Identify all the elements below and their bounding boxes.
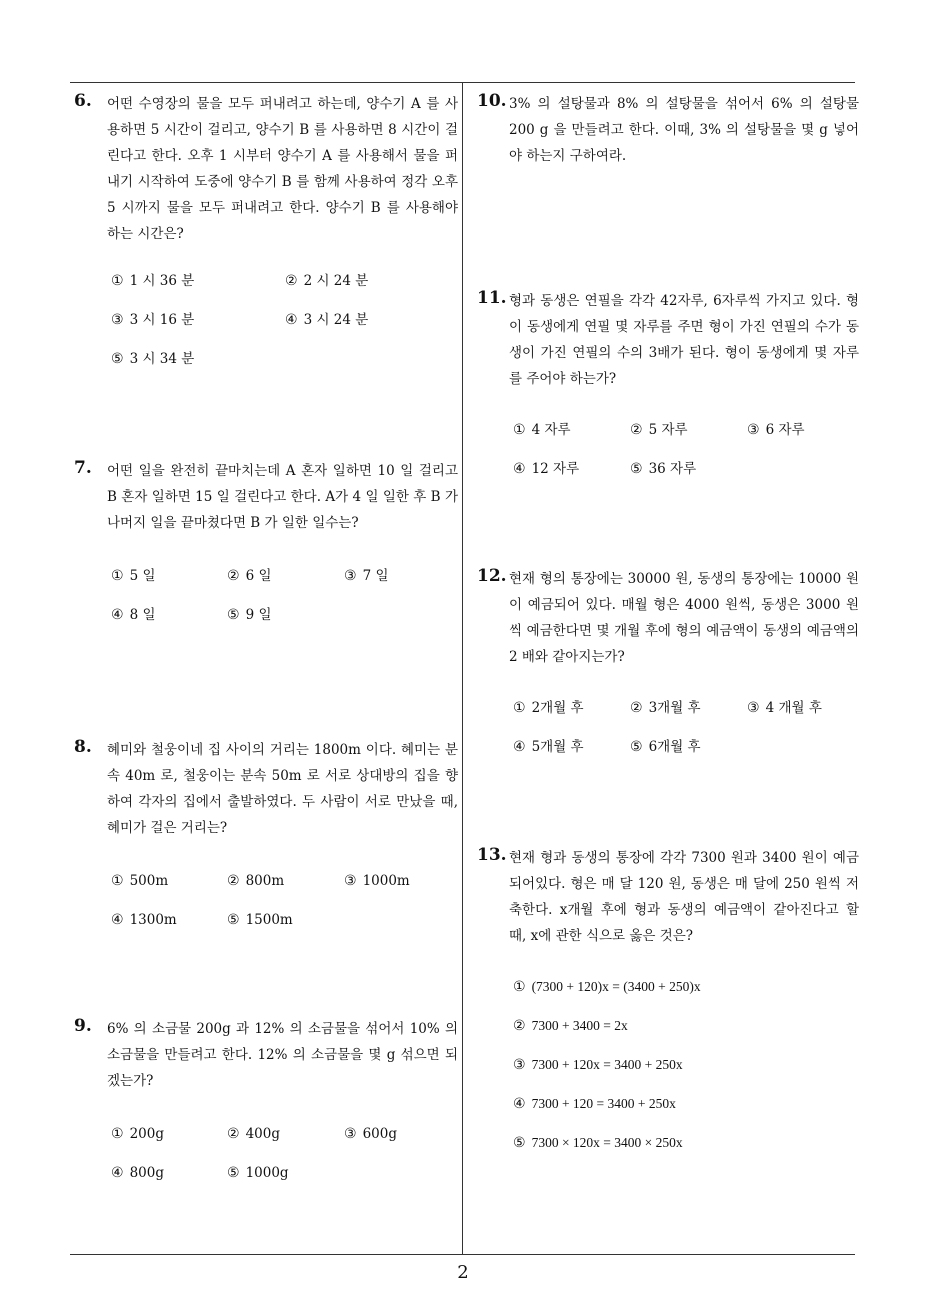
choice-mark: ③ xyxy=(747,422,760,438)
choice-mark: ② xyxy=(513,1018,526,1034)
choice-mark: ② xyxy=(285,273,298,289)
choice-5[interactable] xyxy=(227,910,293,930)
choice-4[interactable] xyxy=(111,1163,164,1183)
choice-text: 500m xyxy=(129,873,169,889)
choice-text: 600g xyxy=(362,1126,397,1142)
answer-choices xyxy=(107,871,458,941)
choice-text: 4 개월 후 xyxy=(765,700,822,716)
choice-5[interactable] xyxy=(630,737,701,757)
choice-text: (7300 + 120)x = (3400 + 250)x xyxy=(531,979,701,994)
question-text: 형과 동생은 연필을 각각 42자루, 6자루씩 가지고 있다. 형이 동생에게 연필 몇 자루를 주면 형이 가진 연필의 수가 동생이 가진 연필의 수의 3배가 된다. 형이 동생에게 몇 자루를 주어야 하는가? xyxy=(509,293,859,387)
choice-1[interactable] xyxy=(111,566,155,586)
choice-3[interactable] xyxy=(513,1055,683,1075)
choice-text: 3 시 24 분 xyxy=(303,312,369,328)
choice-mark: ⑤ xyxy=(630,739,643,755)
choice-text: 6개월 후 xyxy=(648,739,701,755)
choice-mark: ① xyxy=(111,873,124,889)
choice-text: 12 자루 xyxy=(531,461,580,477)
choice-2[interactable] xyxy=(285,271,368,291)
choice-5[interactable] xyxy=(513,1133,683,1153)
answer-choices xyxy=(509,698,859,768)
choice-mark: ② xyxy=(630,700,643,716)
choice-mark: ⑤ xyxy=(227,912,240,928)
choice-text: 5 일 xyxy=(129,568,156,584)
choice-4[interactable] xyxy=(513,459,579,479)
column-divider xyxy=(462,82,463,1254)
choice-3[interactable] xyxy=(111,310,194,330)
choice-mark: ④ xyxy=(513,461,526,477)
question-number: 8. xyxy=(74,737,92,757)
question-12 xyxy=(477,566,859,768)
choice-2[interactable] xyxy=(630,420,688,440)
choice-mark: ⑤ xyxy=(227,1165,240,1181)
choice-mark: ① xyxy=(111,568,124,584)
choice-1[interactable] xyxy=(111,271,194,291)
choice-text: 800m xyxy=(245,873,285,889)
choice-text: 7300 + 120x = 3400 + 250x xyxy=(531,1057,683,1072)
choice-3[interactable] xyxy=(344,566,388,586)
choice-text: 7300 + 120 = 3400 + 250x xyxy=(531,1096,676,1111)
choice-text: 2개월 후 xyxy=(531,700,584,716)
answer-choices xyxy=(509,977,859,1151)
question-text: 현재 형의 통장에는 30000 원, 동생의 통장에는 10000 원이 예금되어 있다. 매월 형은 4000 원씩, 동생은 3000 원씩 예금한다면 몇 개월 후에 형의 예금액이 동생의 예금액의 2 배와 같아지는가? xyxy=(509,571,859,665)
answer-choices xyxy=(107,566,458,636)
choice-2[interactable] xyxy=(227,1124,280,1144)
choice-mark: ⑤ xyxy=(111,351,124,367)
choice-text: 4 자루 xyxy=(531,422,571,438)
choice-mark: ③ xyxy=(747,700,760,716)
choice-text: 7300 × 120x = 3400 × 250x xyxy=(531,1135,683,1150)
choice-text: 2 시 24 분 xyxy=(303,273,369,289)
choice-mark: ② xyxy=(227,873,240,889)
choice-mark: ② xyxy=(227,568,240,584)
choice-text: 6 자루 xyxy=(765,422,805,438)
choice-mark: ⑤ xyxy=(227,607,240,623)
question-text: 어떤 수영장의 물을 모두 퍼내려고 하는데, 양수기 A 를 사용하면 5 시간이 걸리고, 양수기 B 를 사용하면 8 시간이 걸린다고 한다. 오후 1 시부터 양수기 A 를 사용해서 물을 퍼내기 시작하여 도중에 양수기 B 를 함께 사용하여 정각 오후 5 시까지 물을 모두 퍼내려고 한다. 양수기 B 를 사용해야 하는 시간은? xyxy=(107,96,458,242)
choice-text: 8 일 xyxy=(129,607,156,623)
choice-3[interactable] xyxy=(747,420,805,440)
question-number: 7. xyxy=(74,458,92,478)
choice-2[interactable] xyxy=(227,566,271,586)
choice-mark: ③ xyxy=(344,873,357,889)
question-number: 11. xyxy=(477,288,507,308)
choice-2[interactable] xyxy=(513,1016,628,1036)
choice-mark: ④ xyxy=(513,739,526,755)
choice-5[interactable] xyxy=(227,1163,289,1183)
question-9 xyxy=(74,1016,458,1194)
choice-1[interactable] xyxy=(513,698,584,718)
question-number: 12. xyxy=(477,566,507,586)
choice-3[interactable] xyxy=(747,698,822,718)
answer-choices xyxy=(509,420,859,490)
choice-text: 5개월 후 xyxy=(531,739,584,755)
question-8 xyxy=(74,737,458,941)
choice-text: 7300 + 3400 = 2x xyxy=(531,1018,628,1033)
choice-mark: ④ xyxy=(285,312,298,328)
choice-5[interactable] xyxy=(630,459,696,479)
choice-4[interactable] xyxy=(111,910,177,930)
choice-text: 7 일 xyxy=(362,568,389,584)
choice-text: 1 시 36 분 xyxy=(129,273,195,289)
choice-mark: ③ xyxy=(513,1057,526,1073)
choice-mark: ⑤ xyxy=(513,1135,526,1151)
question-13 xyxy=(477,845,859,1151)
choice-mark: ③ xyxy=(344,1126,357,1142)
answer-choices xyxy=(107,1124,458,1194)
choice-mark: ① xyxy=(513,422,526,438)
question-7 xyxy=(74,458,458,636)
choice-1[interactable] xyxy=(111,1124,164,1144)
choice-mark: ⑤ xyxy=(630,461,643,477)
question-text: 혜미와 철웅이네 집 사이의 거리는 1800m 이다. 혜미는 분속 40m 로, 철웅이는 분속 50m 로 서로 상대방의 집을 향하여 각자의 집에서 출발하였다. 두 사람이 서로 만났을 때, 혜미가 걸은 거리는? xyxy=(107,742,458,836)
question-number: 9. xyxy=(74,1016,92,1036)
choice-text: 3 시 34 분 xyxy=(129,351,195,367)
choice-mark: ④ xyxy=(111,607,124,623)
choice-text: 36 자루 xyxy=(648,461,697,477)
choice-5[interactable] xyxy=(111,349,194,369)
choice-5[interactable] xyxy=(227,605,271,625)
question-text: 3% 의 설탕물과 8% 의 설탕물을 섞어서 6% 의 설탕물 200 g 을 만들려고 한다. 이때, 3% 의 설탕물을 몇 g 넣어야 하는지 구하여라. xyxy=(509,96,859,164)
choice-text: 1500m xyxy=(245,912,293,928)
choice-text: 5 자루 xyxy=(648,422,688,438)
choice-text: 9 일 xyxy=(245,607,272,623)
answer-choices xyxy=(107,271,458,381)
question-number: 13. xyxy=(477,845,507,865)
choice-text: 400g xyxy=(245,1126,280,1142)
choice-mark: ④ xyxy=(111,912,124,928)
choice-1[interactable] xyxy=(513,977,701,997)
choice-text: 3개월 후 xyxy=(648,700,701,716)
choice-mark: ③ xyxy=(111,312,124,328)
question-number: 6. xyxy=(74,91,92,111)
choice-mark: ③ xyxy=(344,568,357,584)
bottom-rule xyxy=(70,1254,855,1255)
choice-mark: ① xyxy=(111,273,124,289)
choice-text: 3 시 16 분 xyxy=(129,312,195,328)
question-6 xyxy=(74,91,458,381)
choice-4[interactable] xyxy=(513,737,584,757)
question-text: 현재 형과 동생의 통장에 각각 7300 원과 3400 원이 예금되어있다. 형은 매 달 120 원, 동생은 매 달에 250 원씩 저축한다. x개월 후에 형과 동생의 예금액이 같아진다고 할 때, x에 관한 식으로 옳은 것은? xyxy=(509,850,859,944)
choice-mark: ④ xyxy=(513,1096,526,1112)
choice-4[interactable] xyxy=(285,310,368,330)
choice-mark: ② xyxy=(630,422,643,438)
choice-text: 1000m xyxy=(362,873,410,889)
choice-mark: ① xyxy=(111,1126,124,1142)
question-number: 10. xyxy=(477,91,507,111)
choice-2[interactable] xyxy=(630,698,701,718)
choice-mark: ② xyxy=(227,1126,240,1142)
choice-text: 6 일 xyxy=(245,568,272,584)
question-10 xyxy=(477,91,859,169)
choice-mark: ① xyxy=(513,979,526,995)
choice-1[interactable] xyxy=(513,420,571,440)
choice-2[interactable] xyxy=(227,871,284,891)
choice-4[interactable] xyxy=(513,1094,676,1114)
page-number: 2 xyxy=(457,1262,469,1283)
choice-3[interactable] xyxy=(344,1124,397,1144)
choice-4[interactable] xyxy=(111,605,155,625)
question-11 xyxy=(477,288,859,490)
question-text: 6% 의 소금물 200g 과 12% 의 소금물을 섞어서 10% 의 소금물을 만들려고 한다. 12% 의 소금물을 몇 g 섞으면 되겠는가? xyxy=(107,1021,458,1089)
choice-text: 1000g xyxy=(245,1165,289,1181)
choice-text: 800g xyxy=(129,1165,164,1181)
choice-text: 1300m xyxy=(129,912,177,928)
choice-text: 200g xyxy=(129,1126,164,1142)
question-text: 어떤 일을 완전히 끝마치는데 A 혼자 일하면 10 일 걸리고 B 혼자 일하면 15 일 걸린다고 한다. A가 4 일 일한 후 B 가 나머지 일을 끝마쳤다면 B 가 일한 일수는? xyxy=(107,463,458,531)
choice-mark: ① xyxy=(513,700,526,716)
choice-3[interactable] xyxy=(344,871,410,891)
choice-1[interactable] xyxy=(111,871,168,891)
choice-mark: ④ xyxy=(111,1165,124,1181)
